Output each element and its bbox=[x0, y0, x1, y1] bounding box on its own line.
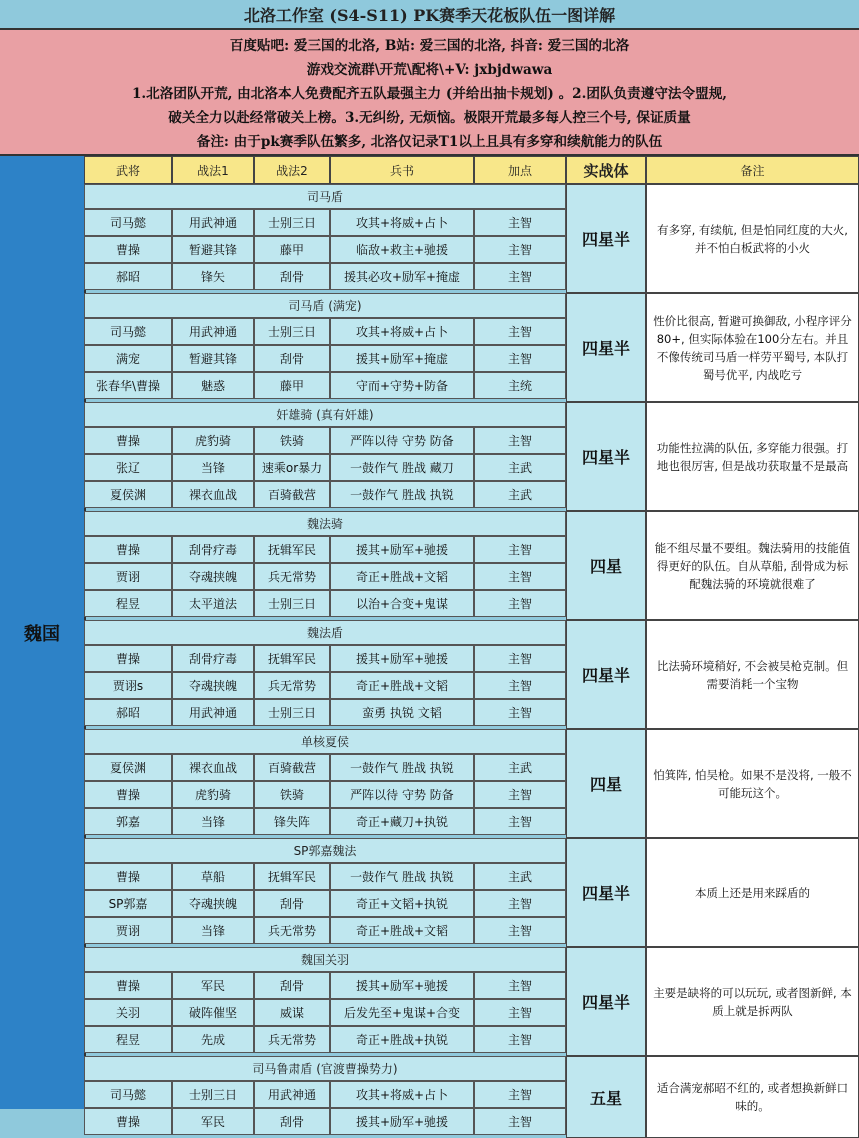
table-cell: 程昱 bbox=[84, 590, 172, 617]
team-group bbox=[84, 620, 859, 729]
table-cell: 用武神通 bbox=[172, 209, 254, 236]
table-cell: 程昱 bbox=[84, 1026, 172, 1053]
table-cell: 奇正+文韬+执锐 bbox=[330, 890, 474, 917]
table-cell: SP郭嘉 bbox=[84, 890, 172, 917]
table-cell: 军民 bbox=[172, 972, 254, 999]
table-cell: 主智 bbox=[474, 890, 566, 917]
table-cell: 刮骨 bbox=[254, 890, 330, 917]
table-cell: 魅惑 bbox=[172, 372, 254, 399]
table-cell: 夏侯渊 bbox=[84, 754, 172, 781]
team-title: 奸雄骑 (真有奸雄) bbox=[84, 402, 566, 427]
table-cell: 援其+励军+驰援 bbox=[330, 536, 474, 563]
team-group bbox=[84, 293, 859, 402]
table-cell: 严阵以待 守势 防备 bbox=[330, 427, 474, 454]
team-title: 魏国关羽 bbox=[84, 947, 566, 972]
table-cell: 铁骑 bbox=[254, 427, 330, 454]
table-cell: 司马懿 bbox=[84, 209, 172, 236]
table-cell: 百骑截营 bbox=[254, 481, 330, 508]
table-cell: 士别三日 bbox=[172, 1081, 254, 1108]
table-cell: 关羽 bbox=[84, 999, 172, 1026]
info-line-5: 备注: 由于pk赛季队伍繁多, 北洛仅记录T1以上且具有多穿和续航能力的队伍 bbox=[196, 134, 663, 150]
table-cell: 主智 bbox=[474, 972, 566, 999]
team-note: 有多穿, 有续航, 但是怕同红度的大火, 并不怕白板武将的小火 bbox=[646, 184, 859, 293]
table-cell: 兵无常势 bbox=[254, 563, 330, 590]
table-cell: 士别三日 bbox=[254, 318, 330, 345]
table-cell: 暂避其锋 bbox=[172, 236, 254, 263]
table-cell: 主智 bbox=[474, 645, 566, 672]
table-cell: 主智 bbox=[474, 1081, 566, 1108]
team-note: 性价比很高, 暂避可换御敌, 小程序评分80+, 但实际体验在100分左右。并且不像传统司马盾一样劳平蜀号, 本队打蜀号优平, 内战吃亏 bbox=[646, 293, 859, 402]
table-cell: 攻其+将威+占卜 bbox=[330, 318, 474, 345]
table-cell: 士别三日 bbox=[254, 590, 330, 617]
table-cell: 援其必攻+励军+掩虚 bbox=[330, 263, 474, 290]
table-cell: 兵无常势 bbox=[254, 1026, 330, 1053]
table-cell: 奇正+胜战+文韬 bbox=[330, 672, 474, 699]
table-cell: 用武神通 bbox=[172, 699, 254, 726]
table-cell: 司马懿 bbox=[84, 1081, 172, 1108]
table-cell: 援其+励军+驰援 bbox=[330, 972, 474, 999]
table-cell: 夏侯渊 bbox=[84, 481, 172, 508]
table-cell: 主武 bbox=[474, 481, 566, 508]
table-cell: 刮骨 bbox=[254, 263, 330, 290]
table-cell: 裸衣血战 bbox=[172, 481, 254, 508]
table-cell: 曹操 bbox=[84, 645, 172, 672]
table-cell: 主智 bbox=[474, 427, 566, 454]
team-group bbox=[84, 1056, 859, 1138]
table-cell: 张春华\曹操 bbox=[84, 372, 172, 399]
table-cell: 裸衣血战 bbox=[172, 754, 254, 781]
team-note: 比法骑环境稍好, 不会被吴枪克制。但需要消耗一个宝物 bbox=[646, 620, 859, 729]
header-rating: 实战体 bbox=[566, 156, 646, 184]
rating-value: 四星半 bbox=[566, 838, 646, 947]
rating-value: 四星半 bbox=[566, 184, 646, 293]
rating-value: 四星半 bbox=[566, 620, 646, 729]
table-cell: 奇正+藏刀+执锐 bbox=[330, 808, 474, 835]
table-cell: 虎豹骑 bbox=[172, 781, 254, 808]
table-cell: 太平道法 bbox=[172, 590, 254, 617]
table-cell: 严阵以待 守势 防备 bbox=[330, 781, 474, 808]
table-cell: 刮骨 bbox=[254, 345, 330, 372]
table-cell: 郝昭 bbox=[84, 263, 172, 290]
table-cell: 主武 bbox=[474, 454, 566, 481]
team-title: 单核夏侯 bbox=[84, 729, 566, 754]
table-cell: 兵无常势 bbox=[254, 917, 330, 944]
team-group bbox=[84, 402, 859, 511]
team-note: 能不组尽量不要组。魏法骑用的技能值得更好的队伍。自从草船, 刮骨成为标配魏法骑的环境就很难了 bbox=[646, 511, 859, 620]
team-group bbox=[84, 511, 859, 620]
table-cell: 夺魂挟魄 bbox=[172, 890, 254, 917]
rating-value: 四星半 bbox=[566, 402, 646, 511]
table-cell: 夺魂挟魄 bbox=[172, 672, 254, 699]
table-cell: 主智 bbox=[474, 699, 566, 726]
table-cell: 曹操 bbox=[84, 1108, 172, 1135]
table-cell: 主智 bbox=[474, 781, 566, 808]
header-book: 兵书 bbox=[330, 156, 474, 184]
table-cell: 主智 bbox=[474, 1108, 566, 1135]
header-skill-1: 战法1 bbox=[172, 156, 254, 184]
table-cell: 威谋 bbox=[254, 999, 330, 1026]
header-skill-2: 战法2 bbox=[254, 156, 330, 184]
table-cell: 抚辑军民 bbox=[254, 536, 330, 563]
table-cell: 抚辑军民 bbox=[254, 863, 330, 890]
team-note: 主要是缺将的可以玩玩, 或者图新鲜, 本质上就是拆两队 bbox=[646, 947, 859, 1056]
table-cell: 主智 bbox=[474, 563, 566, 590]
table-cell: 主统 bbox=[474, 372, 566, 399]
header-points: 加点 bbox=[474, 156, 566, 184]
table-cell: 郭嘉 bbox=[84, 808, 172, 835]
table-cell: 援其+励军+掩虚 bbox=[330, 345, 474, 372]
table-cell: 曹操 bbox=[84, 536, 172, 563]
table-cell: 藤甲 bbox=[254, 372, 330, 399]
table-cell: 张辽 bbox=[84, 454, 172, 481]
table-cell: 主智 bbox=[474, 590, 566, 617]
table-cell: 主智 bbox=[474, 672, 566, 699]
table-cell: 曹操 bbox=[84, 427, 172, 454]
table-cell: 主智 bbox=[474, 236, 566, 263]
table-cell: 以治+合变+鬼谋 bbox=[330, 590, 474, 617]
table-cell: 一鼓作气 胜战 执锐 bbox=[330, 481, 474, 508]
table-cell: 用武神通 bbox=[254, 1081, 330, 1108]
table-cell: 军民 bbox=[172, 1108, 254, 1135]
table-cell: 主智 bbox=[474, 808, 566, 835]
table-cell: 主智 bbox=[474, 263, 566, 290]
table-cell: 抚辑军民 bbox=[254, 645, 330, 672]
table-cell: 锋失阵 bbox=[254, 808, 330, 835]
table-cell: 当锋 bbox=[172, 917, 254, 944]
table-cell: 先成 bbox=[172, 1026, 254, 1053]
rating-value: 五星 bbox=[566, 1056, 646, 1138]
team-title: 魏法骑 bbox=[84, 511, 566, 536]
header-general: 武将 bbox=[84, 156, 172, 184]
team-note: 适合满宠郝昭不红的, 或者想换新鲜口味的。 bbox=[646, 1056, 859, 1138]
table-cell: 暂避其锋 bbox=[172, 345, 254, 372]
rating-value: 四星 bbox=[566, 511, 646, 620]
header-note: 备注 bbox=[646, 156, 859, 184]
table-cell: 蛮勇 执锐 文韬 bbox=[330, 699, 474, 726]
table-cell: 曹操 bbox=[84, 972, 172, 999]
team-title: 司马鲁肃盾 (官渡曹操势力) bbox=[84, 1056, 566, 1081]
table-cell: 援其+励军+驰援 bbox=[330, 645, 474, 672]
table-cell: 破阵催坚 bbox=[172, 999, 254, 1026]
table-cell: 主智 bbox=[474, 999, 566, 1026]
faction-label: 魏国 bbox=[0, 156, 86, 1109]
table-cell: 奇正+胜战+执锐 bbox=[330, 1026, 474, 1053]
team-group bbox=[84, 947, 859, 1056]
table-cell: 一鼓作气 胜战 藏刀 bbox=[330, 454, 474, 481]
table-cell: 主智 bbox=[474, 917, 566, 944]
table-cell: 曹操 bbox=[84, 781, 172, 808]
table-cell: 刮骨 bbox=[254, 972, 330, 999]
table-cell: 贾诩s bbox=[84, 672, 172, 699]
table-cell: 曹操 bbox=[84, 863, 172, 890]
table-cell: 用武神通 bbox=[172, 318, 254, 345]
table-cell: 主武 bbox=[474, 754, 566, 781]
table-cell: 主智 bbox=[474, 209, 566, 236]
table-cell: 一鼓作气 胜战 执锐 bbox=[330, 863, 474, 890]
info-line-1: 百度贴吧: 爱三国的北洛, B站: 爱三国的北洛, 抖音: 爱三国的北洛 bbox=[229, 38, 630, 54]
info-line-4: 破关全力以赴经常破关上榜。3.无纠纷, 无烦恼。极限开荒最多每人控三个号, 保证质量 bbox=[168, 110, 691, 126]
table-cell: 当锋 bbox=[172, 808, 254, 835]
team-title: SP郭嘉魏法 bbox=[84, 838, 566, 863]
info-banner bbox=[0, 30, 859, 156]
table-cell: 贾诩 bbox=[84, 563, 172, 590]
info-line-3: 1.北洛团队开荒, 由北洛本人免费配齐五队最强主力 (并给出抽卡规划) 。2.团队负责遵守法令盟规, bbox=[131, 86, 728, 102]
table-cell: 攻其+将威+占卜 bbox=[330, 1081, 474, 1108]
team-note: 怕箕阵, 怕吴枪。如果不是没将, 一般不可能玩这个。 bbox=[646, 729, 859, 838]
team-note: 本质上还是用来踩盾的 bbox=[646, 838, 859, 947]
table-cell: 士别三日 bbox=[254, 209, 330, 236]
table-cell: 援其+励军+驰援 bbox=[330, 1108, 474, 1135]
team-note: 功能性拉满的队伍, 多穿能力很强。打地也很厉害, 但是战功获取量不是最高 bbox=[646, 402, 859, 511]
table-cell: 当锋 bbox=[172, 454, 254, 481]
table-cell: 主智 bbox=[474, 536, 566, 563]
table-cell: 兵无常势 bbox=[254, 672, 330, 699]
table-cell: 奇正+胜战+文韬 bbox=[330, 917, 474, 944]
table-cell: 百骑截营 bbox=[254, 754, 330, 781]
team-title: 魏法盾 bbox=[84, 620, 566, 645]
table-cell: 刮骨疗毒 bbox=[172, 536, 254, 563]
table-cell: 曹操 bbox=[84, 236, 172, 263]
table-cell: 夺魂挟魄 bbox=[172, 563, 254, 590]
rating-value: 四星 bbox=[566, 729, 646, 838]
table-cell: 铁骑 bbox=[254, 781, 330, 808]
table-cell: 后发先至+鬼谋+合变 bbox=[330, 999, 474, 1026]
rating-value: 四星半 bbox=[566, 293, 646, 402]
table-cell: 藤甲 bbox=[254, 236, 330, 263]
team-title: 司马盾 (满宠) bbox=[84, 293, 566, 318]
team-group bbox=[84, 729, 859, 838]
team-group bbox=[84, 184, 859, 293]
table-cell: 速乘or暴力 bbox=[254, 454, 330, 481]
table-cell: 奇正+胜战+文韬 bbox=[330, 563, 474, 590]
table-cell: 刮骨疗毒 bbox=[172, 645, 254, 672]
table-cell: 贾诩 bbox=[84, 917, 172, 944]
table-cell: 士别三日 bbox=[254, 699, 330, 726]
table-cell: 司马懿 bbox=[84, 318, 172, 345]
table-cell: 主智 bbox=[474, 318, 566, 345]
table-cell: 刮骨 bbox=[254, 1108, 330, 1135]
table-cell: 虎豹骑 bbox=[172, 427, 254, 454]
page-title: 北洛工作室 (S4-S11) PK赛季天花板队伍一图详解 bbox=[0, 0, 859, 30]
table-cell: 锋矢 bbox=[172, 263, 254, 290]
table-cell: 主武 bbox=[474, 863, 566, 890]
table-cell: 攻其+将威+占卜 bbox=[330, 209, 474, 236]
table-cell: 满宠 bbox=[84, 345, 172, 372]
table-cell: 草船 bbox=[172, 863, 254, 890]
table-cell: 一鼓作气 胜战 执锐 bbox=[330, 754, 474, 781]
table-cell: 主智 bbox=[474, 345, 566, 372]
team-group bbox=[84, 838, 859, 947]
table-cell: 临敌+救主+驰援 bbox=[330, 236, 474, 263]
rating-value: 四星半 bbox=[566, 947, 646, 1056]
team-title: 司马盾 bbox=[84, 184, 566, 209]
table-cell: 郝昭 bbox=[84, 699, 172, 726]
table-cell: 主智 bbox=[474, 1026, 566, 1053]
table-cell: 守而+守势+防备 bbox=[330, 372, 474, 399]
info-line-2: 游戏交流群\开荒\配将\+V: jxbjdwawa bbox=[306, 62, 553, 78]
